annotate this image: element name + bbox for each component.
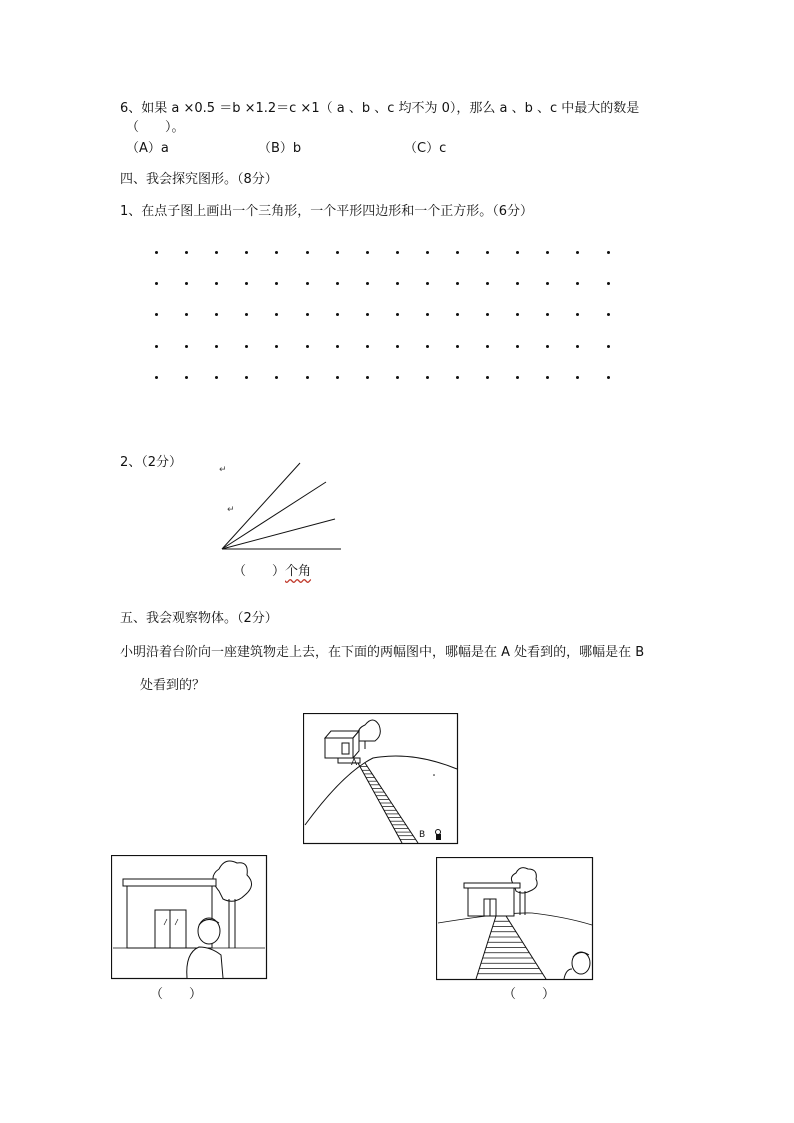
grid-dot[interactable] bbox=[426, 376, 429, 379]
grid-dot[interactable] bbox=[396, 345, 399, 348]
grid-dot[interactable] bbox=[546, 282, 549, 285]
grid-dot[interactable] bbox=[607, 313, 610, 316]
grid-dot[interactable] bbox=[576, 345, 579, 348]
section4-heading: 四、我会探究图形。（8分） bbox=[120, 172, 278, 187]
grid-dot[interactable] bbox=[185, 313, 188, 316]
ray-3 bbox=[222, 519, 335, 549]
grid-dot[interactable] bbox=[546, 313, 549, 316]
grid-dot[interactable] bbox=[426, 282, 429, 285]
grid-dot[interactable] bbox=[486, 345, 489, 348]
grid-dot[interactable] bbox=[306, 313, 309, 316]
q6-answer-blank: （ ）。 bbox=[126, 120, 185, 135]
grid-dot[interactable] bbox=[576, 313, 579, 316]
grid-dot[interactable] bbox=[456, 282, 459, 285]
q6-option-a: （A）a bbox=[126, 141, 169, 156]
section5-heading: 五、我会观察物体。（2分） bbox=[120, 611, 278, 626]
grid-dot[interactable] bbox=[155, 345, 158, 348]
grid-dot[interactable] bbox=[546, 251, 549, 254]
grid-dot[interactable] bbox=[516, 313, 519, 316]
grid-dot[interactable] bbox=[456, 251, 459, 254]
grid-dot[interactable] bbox=[336, 251, 339, 254]
section5-question-line2: 处看到的？ bbox=[140, 678, 206, 693]
grid-dot[interactable] bbox=[245, 282, 248, 285]
section4-q1: 1、在点子图上画出一个三角形，一个平形四边形和一个正方形。（6分） bbox=[120, 204, 534, 219]
grid-dot[interactable] bbox=[546, 376, 549, 379]
grid-dot[interactable] bbox=[336, 313, 339, 316]
grid-dot[interactable] bbox=[426, 251, 429, 254]
grid-dot[interactable] bbox=[215, 282, 218, 285]
grid-dot[interactable] bbox=[486, 313, 489, 316]
return-mark: ↵ bbox=[219, 465, 227, 475]
grid-dot[interactable] bbox=[366, 345, 369, 348]
grid-dot[interactable] bbox=[516, 282, 519, 285]
grid-dot[interactable] bbox=[366, 313, 369, 316]
grid-dot[interactable] bbox=[185, 251, 188, 254]
grid-dot[interactable] bbox=[275, 376, 278, 379]
grid-dot[interactable] bbox=[456, 313, 459, 316]
q2-answer-blank bbox=[233, 564, 311, 580]
grid-dot[interactable] bbox=[155, 313, 158, 316]
grid-dot[interactable] bbox=[306, 251, 309, 254]
grid-dot[interactable] bbox=[516, 251, 519, 254]
grid-dot[interactable] bbox=[396, 251, 399, 254]
grid-dot[interactable] bbox=[245, 313, 248, 316]
grid-dot[interactable] bbox=[546, 345, 549, 348]
grid-dot[interactable] bbox=[456, 345, 459, 348]
grid-dot[interactable] bbox=[486, 282, 489, 285]
grid-dot[interactable] bbox=[486, 376, 489, 379]
grid-dot[interactable] bbox=[396, 313, 399, 316]
answer-left-blank: （ ） bbox=[150, 987, 203, 1002]
stairs-overview-picture bbox=[303, 713, 459, 845]
far-view-picture bbox=[436, 857, 594, 981]
point-a-label: A bbox=[351, 758, 358, 768]
grid-dot[interactable] bbox=[576, 282, 579, 285]
grid-dot[interactable] bbox=[185, 345, 188, 348]
grid-dot[interactable] bbox=[396, 376, 399, 379]
return-mark: ↵ bbox=[227, 505, 235, 515]
grid-dot[interactable] bbox=[306, 282, 309, 285]
grid-dot[interactable] bbox=[275, 251, 278, 254]
q6-option-b: （B）b bbox=[258, 141, 302, 156]
grid-dot[interactable] bbox=[516, 345, 519, 348]
q6-option-c: （C）c bbox=[404, 141, 447, 156]
grid-dot[interactable] bbox=[426, 313, 429, 316]
grid-dot[interactable] bbox=[155, 376, 158, 379]
grid-dot[interactable] bbox=[185, 376, 188, 379]
dot-grid[interactable] bbox=[148, 245, 618, 390]
point-b-label: B bbox=[419, 830, 426, 840]
grid-dot[interactable] bbox=[306, 345, 309, 348]
angle-rays-figure bbox=[215, 458, 350, 553]
grid-dot[interactable] bbox=[215, 376, 218, 379]
grid-dot[interactable] bbox=[215, 251, 218, 254]
grid-dot[interactable] bbox=[366, 376, 369, 379]
grid-dot[interactable] bbox=[516, 376, 519, 379]
grid-dot[interactable] bbox=[336, 282, 339, 285]
grid-dot[interactable] bbox=[306, 376, 309, 379]
grid-dot[interactable] bbox=[336, 376, 339, 379]
grid-dot[interactable] bbox=[607, 282, 610, 285]
q2-paren: （ ） bbox=[233, 564, 286, 579]
grid-dot[interactable] bbox=[607, 376, 610, 379]
grid-dot[interactable] bbox=[245, 345, 248, 348]
grid-dot[interactable] bbox=[426, 345, 429, 348]
grid-dot[interactable] bbox=[486, 251, 489, 254]
grid-dot[interactable] bbox=[336, 345, 339, 348]
grid-dot[interactable] bbox=[245, 376, 248, 379]
grid-dot[interactable] bbox=[607, 345, 610, 348]
q6-line1: 6、如果 a ×0.5 ＝b ×1.2＝c ×1（ a 、b 、c 均不为 0），那么 a 、b 、c 中最大的数是 bbox=[120, 101, 640, 116]
answer-right-blank: （ ） bbox=[503, 987, 556, 1002]
q2-answer-word: 个角 bbox=[285, 564, 312, 579]
grid-dot[interactable] bbox=[576, 251, 579, 254]
grid-dot[interactable] bbox=[576, 376, 579, 379]
grid-dot[interactable] bbox=[155, 251, 158, 254]
grid-dot[interactable] bbox=[215, 313, 218, 316]
section5-question-line1: 小明沿着台阶向一座建筑物走上去，在下面的两幅图中，哪幅是在 A 处看到的，哪幅是在 B bbox=[120, 645, 645, 660]
grid-dot[interactable] bbox=[456, 376, 459, 379]
grid-dot[interactable] bbox=[366, 282, 369, 285]
close-view-picture bbox=[111, 855, 268, 980]
section4-q2: 2、（2分） bbox=[120, 455, 183, 470]
grid-dot[interactable] bbox=[215, 345, 218, 348]
grid-dot[interactable] bbox=[245, 251, 248, 254]
grid-dot[interactable] bbox=[275, 282, 278, 285]
grid-dot[interactable] bbox=[396, 282, 399, 285]
grid-dot[interactable] bbox=[275, 345, 278, 348]
grid-dot[interactable] bbox=[366, 251, 369, 254]
grid-dot[interactable] bbox=[275, 313, 278, 316]
grid-dot[interactable] bbox=[607, 251, 610, 254]
grid-dot[interactable] bbox=[155, 282, 158, 285]
grid-dot[interactable] bbox=[185, 282, 188, 285]
